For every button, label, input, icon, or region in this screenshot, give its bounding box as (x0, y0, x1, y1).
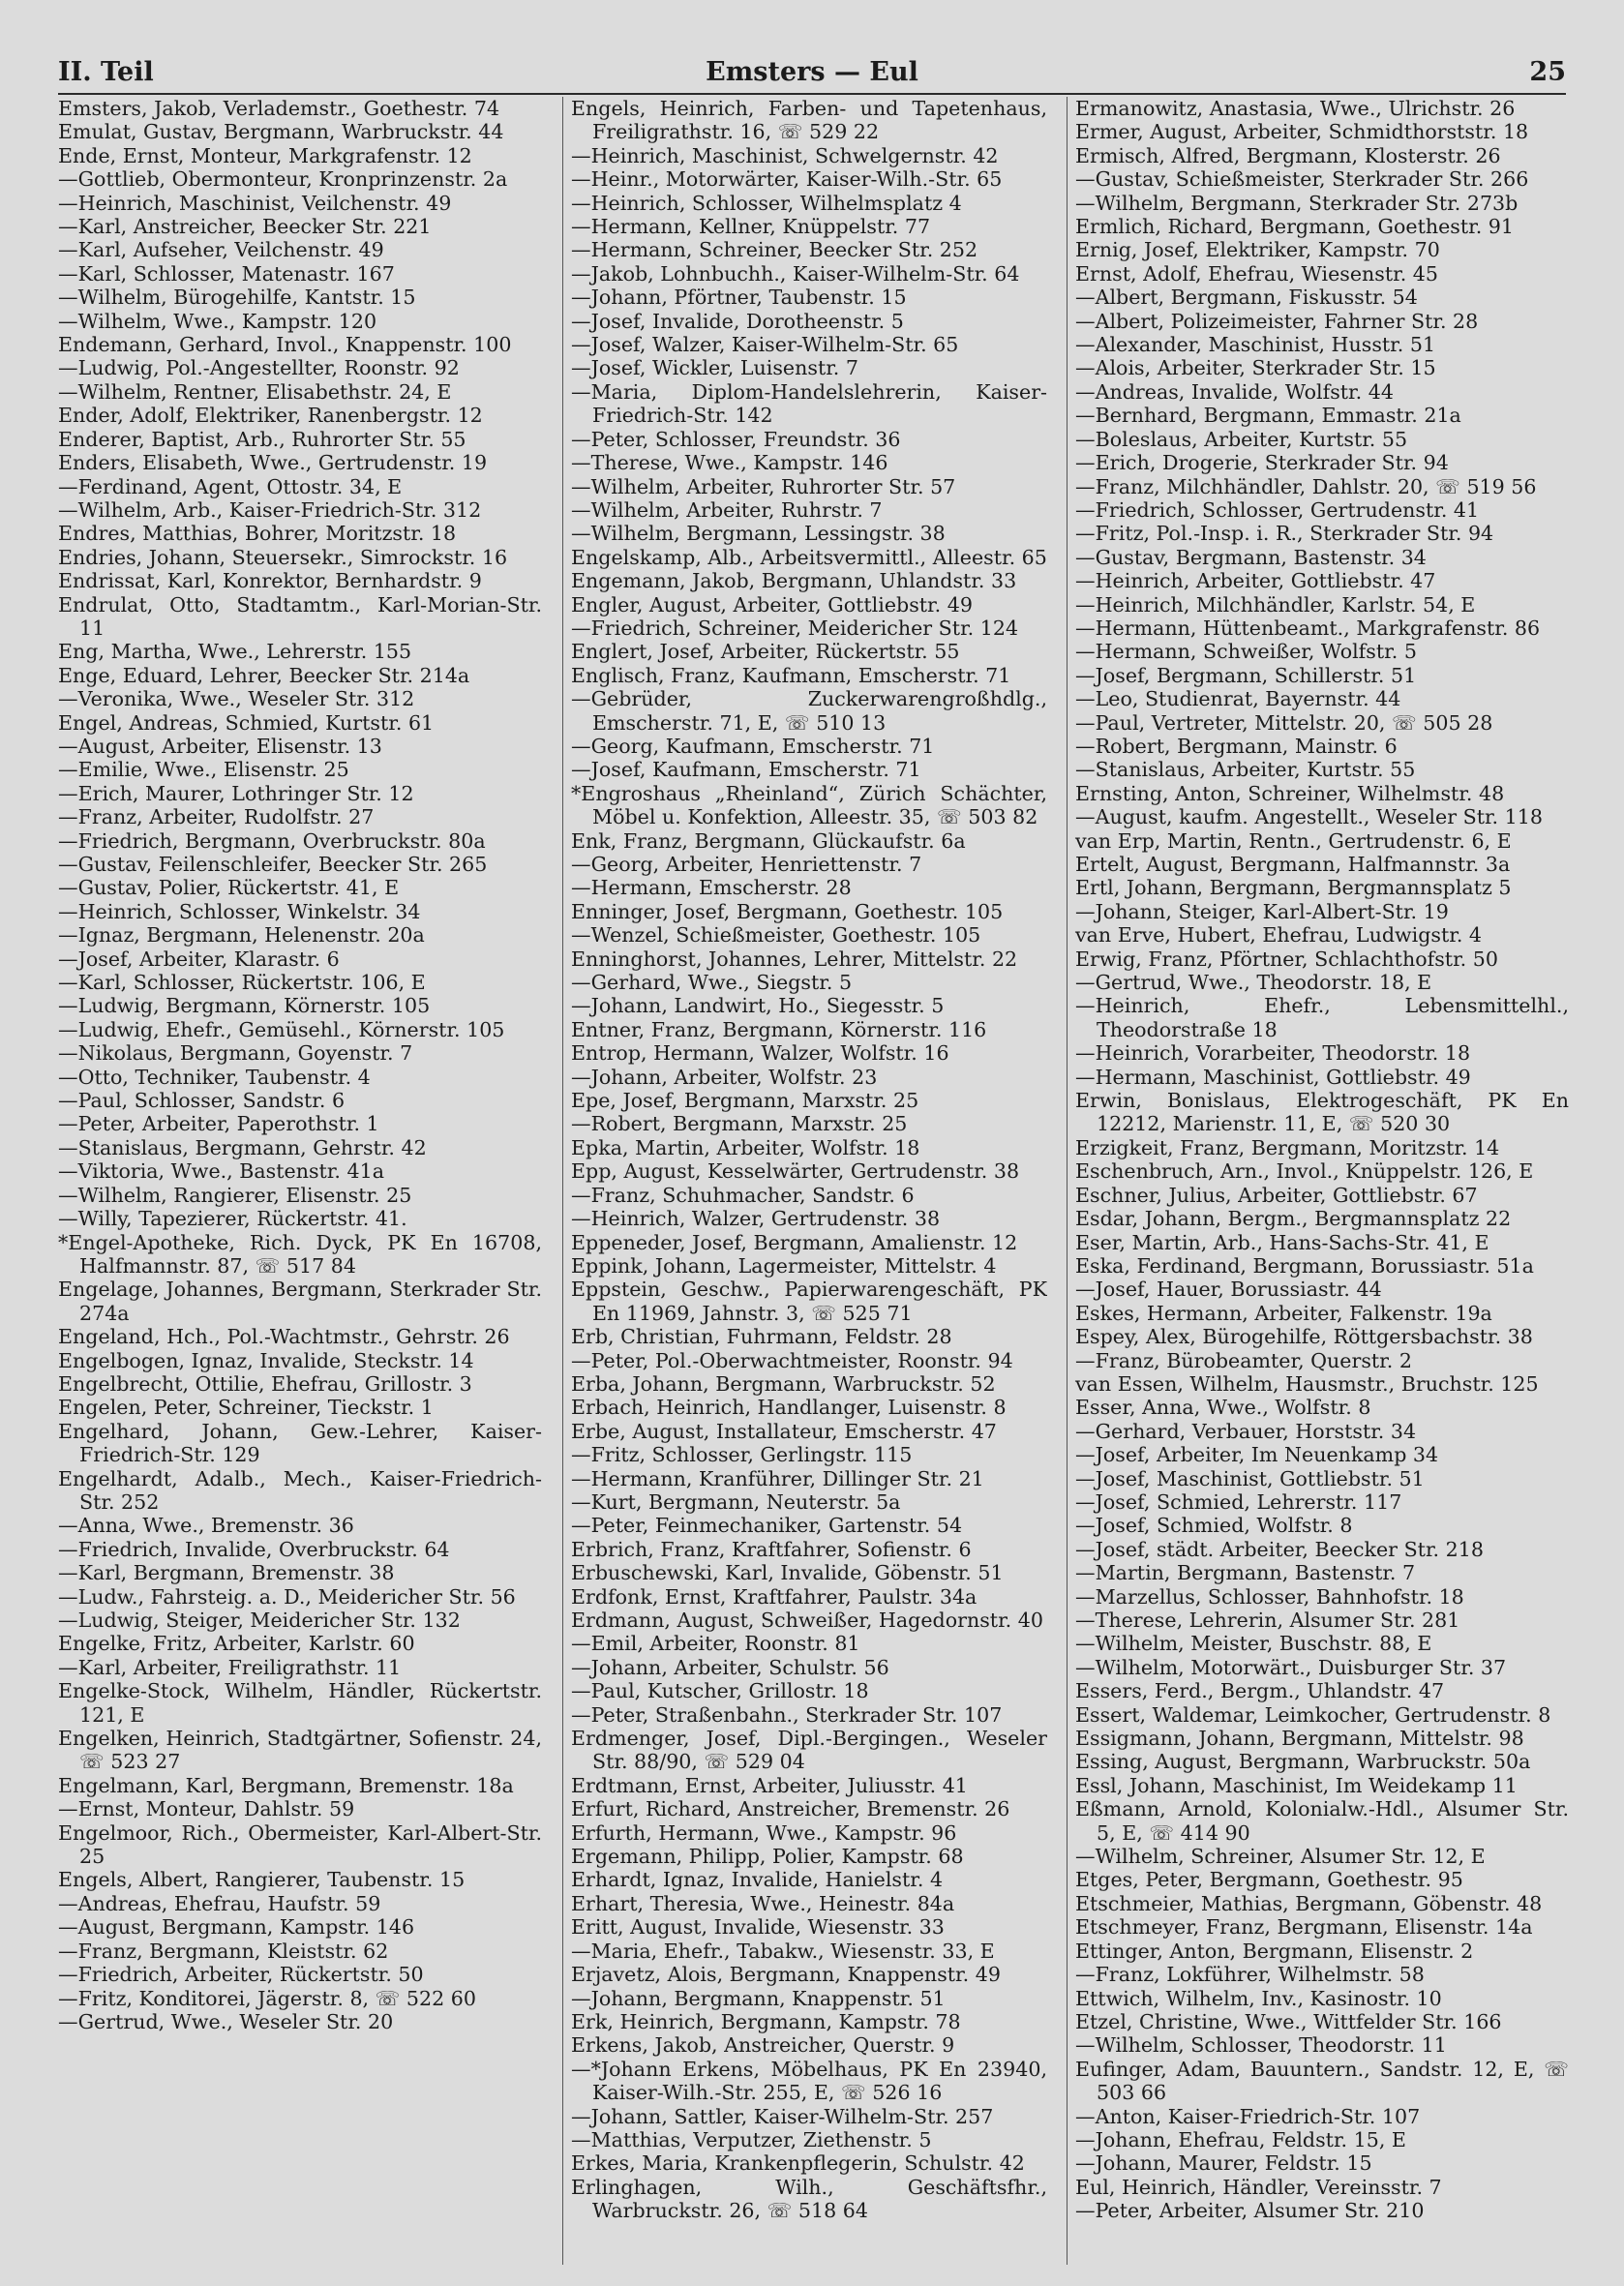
directory-entry: —Wilhelm, Arbeiter, Ruhrorter Str. 57 (571, 474, 956, 498)
directory-entry: Ermlich, Richard, Bergmann, Goethestr. 91 (1075, 215, 1515, 239)
directory-entry: Etges, Peter, Bergmann, Goethestr. 95 (1075, 1868, 1463, 1892)
directory-entry: Erbuschewski, Karl, Invalide, Göbenstr. 51 (571, 1561, 1004, 1585)
directory-entry: Ernig, Josef, Elektriker, Kampstr. 70 (1075, 238, 1440, 262)
directory-entry: Erzigkeit, Franz, Bergmann, Moritzstr. 14 (1075, 1135, 1500, 1159)
directory-entry: —Karl, Schlosser, Matenastr. 167 (58, 261, 395, 286)
directory-entry: —Ignaz, Bergmann, Helenenstr. 20a (58, 923, 425, 947)
directory-entry: —Josef, Walzer, Kaiser-Wilhelm-Str. 65 (571, 333, 959, 357)
directory-entry: —Hermann, Kranführer, Dillinger Str. 21 (571, 1466, 984, 1490)
directory-entry: Essl, Johann, Maschinist, Im Weidekamp 11 (1075, 1773, 1518, 1797)
directory-entry: Endrulat, Otto, Stadtamtm., Karl-Morian-Str. 11 (58, 592, 542, 640)
directory-entry: Endemann, Gerhard, Invol., Knappenstr. 100 (58, 333, 512, 357)
directory-entry: Erjavetz, Alois, Bergmann, Knappenstr. 49 (571, 1963, 1001, 1987)
directory-entry: —Heinrich, Maschinist, Schwelgernstr. 42 (571, 143, 999, 167)
directory-entry: —Gertrud, Wwe., Theodorstr. 18, E (1075, 971, 1432, 995)
directory-entry: Endres, Matthias, Bohrer, Moritzstr. 18 (58, 522, 457, 546)
directory-entry: Engelke-Stock, Wilhelm, Händler, Rückertstr. 121, E (58, 1679, 542, 1727)
directory-entry: Eng, Martha, Wwe., Lehrerstr. 155 (58, 640, 412, 664)
directory-entry: —Hermann, Maschinist, Gottliebstr. 49 (1075, 1065, 1471, 1089)
directory-entry: Erk, Heinrich, Bergmann, Kampstr. 78 (571, 2009, 961, 2033)
directory-entry: van Erve, Hubert, Ehefrau, Ludwigstr. 4 (1075, 923, 1483, 947)
directory-entry: —*Johann Erkens, Möbelhaus, PK En 23940, Kaiser-Wilh.-Str. 255, E, ☏ 526 16 (571, 2057, 1047, 2105)
directory-entry: —Josef, Wickler, Luisenstr. 7 (571, 356, 858, 380)
directory-entry: —Alois, Arbeiter, Sterkrader Str. 15 (1075, 356, 1436, 380)
directory-entry: —Gottlieb, Obermonteur, Kronprinzenstr. 2a (58, 167, 508, 192)
directory-entry: —Johann, Sattler, Kaiser-Wilhelm-Str. 257 (571, 2104, 994, 2128)
directory-entry: —Robert, Bergmann, Mainstr. 6 (1075, 734, 1398, 758)
directory-entry: —Friedrich, Arbeiter, Rückertstr. 50 (58, 1963, 424, 1987)
directory-entry: Engelhardt, Adalb., Mech., Kaiser-Friedrich-Str. 252 (58, 1466, 542, 1514)
directory-entry: Etschmeier, Mathias, Bergmann, Göbenstr. 48 (1075, 1891, 1543, 1915)
directory-entry: Erkens, Jakob, Anstreicher, Querstr. 9 (571, 2033, 955, 2058)
directory-entry: —Wilhelm, Rentner, Elisabethstr. 24, E (58, 379, 452, 404)
directory-entry: —Johann, Maurer, Feldstr. 15 (1075, 2151, 1372, 2176)
directory-entry: —Wilhelm, Wwe., Kampstr. 120 (58, 309, 377, 333)
directory-entry: —Andreas, Ehefrau, Haufstr. 59 (58, 1891, 381, 1915)
directory-entry: Erwig, Franz, Pförtner, Schlachthofstr. 50 (1075, 947, 1498, 971)
directory-entry: —Kurt, Bergmann, Neuterstr. 5a (571, 1489, 901, 1514)
directory-entry: —Wilhelm, Bergmann, Lessingstr. 38 (571, 522, 946, 546)
directory-entry: —Ludwig, Bergmann, Körnerstr. 105 (58, 994, 431, 1018)
directory-entry: Emulat, Gustav, Bergmann, Warbruckstr. 44 (58, 120, 504, 144)
directory-entry: Erkes, Maria, Krankenpflegerin, Schulstr. 42 (571, 2151, 1025, 2176)
directory-entry: Ender, Adolf, Elektriker, Ranenbergstr. 12 (58, 404, 483, 428)
directory-entry: Engelskamp, Alb., Arbeitsvermittl., Alleestr. 65 (571, 545, 1047, 569)
directory-entry: —Viktoria, Wwe., Bastenstr. 41a (58, 1159, 384, 1184)
directory-entry: —Fritz, Schlosser, Gerlingstr. 115 (571, 1443, 913, 1467)
directory-entry: Erlinghagen, Wilh., Geschäftsfhr., Warbruckstr. 26, ☏ 518 64 (571, 2175, 1047, 2223)
directory-entry: —Heinrich, Arbeiter, Gottliebstr. 47 (1075, 569, 1436, 593)
directory-entry: Erbe, August, Installateur, Emscherstr. 47 (571, 1419, 997, 1443)
directory-entry: —Josef, Maschinist, Gottliebstr. 51 (1075, 1466, 1425, 1490)
directory-entry: —Therese, Lehrerin, Alsumer Str. 281 (1075, 1609, 1460, 1632)
directory-entry: Esdar, Johann, Bergm., Bergmannsplatz 22 (1075, 1207, 1512, 1231)
directory-entry: —Franz, Arbeiter, Rudolfstr. 27 (58, 805, 375, 829)
directory-entry: Enge, Eduard, Lehrer, Beecker Str. 214a (58, 663, 470, 687)
directory-entry: —Jakob, Lohnbuchh., Kaiser-Wilhelm-Str. 64 (571, 261, 1020, 286)
directory-entry: —Peter, Straßenbahn., Sterkrader Str. 107 (571, 1702, 1003, 1727)
directory-entry: Ergemann, Philipp, Polier, Kampstr. 68 (571, 1845, 964, 1869)
directory-entry: —Josef, Kaufmann, Emscherstr. 71 (571, 758, 921, 782)
directory-entry: —Anton, Kaiser-Friedrich-Str. 107 (1075, 2104, 1421, 2128)
directory-entry: Eppstein, Geschw., Papierwarengeschäft, PK En 11969, Jahnstr. 3, ☏ 525 71 (571, 1278, 1047, 1325)
directory-entry: —Peter, Arbeiter, Paperothstr. 1 (58, 1112, 379, 1136)
directory-entry: Endries, Johann, Steuersekr., Simrockstr. 16 (58, 545, 508, 569)
directory-entry: —Peter, Arbeiter, Alsumer Str. 210 (1075, 2199, 1425, 2223)
directory-entry: —Wilhelm, Meister, Buschstr. 88, E (1075, 1632, 1432, 1656)
directory-entry: Erbach, Heinrich, Handlanger, Luisenstr. 8 (571, 1396, 1007, 1420)
directory-entry: Erfurt, Richard, Anstreicher, Bremenstr. 26 (571, 1797, 1010, 1821)
directory-entry: Enninger, Josef, Bergmann, Goethestr. 105 (571, 899, 1004, 923)
directory-entry: —August, Bergmann, Kampstr. 146 (58, 1915, 415, 1940)
directory-entry: Entrop, Hermann, Walzer, Wolfstr. 16 (571, 1041, 949, 1066)
directory-entry: *Engroshaus „Rheinland“, Zürich Schächter, Möbel u. Konfektion, Alleestr. 35, ☏ 503 82 (571, 781, 1047, 829)
directory-entry: —Stanislaus, Bergmann, Gehrstr. 42 (58, 1135, 427, 1159)
directory-entry: —Emilie, Wwe., Elisenstr. 25 (58, 758, 349, 782)
directory-entry: Erdfonk, Ernst, Kraftfahrer, Paulstr. 34a (571, 1584, 977, 1609)
directory-entry: —Stanislaus, Arbeiter, Kurtstr. 55 (1075, 758, 1416, 782)
directory-entry: Essing, August, Bergmann, Warbruckstr. 50a (1075, 1750, 1531, 1774)
directory-entry: —Wilhelm, Arbeiter, Ruhrstr. 7 (571, 497, 883, 522)
directory-entry: —Hermann, Schweißer, Wolfstr. 5 (1075, 640, 1417, 664)
directory-entry: —Wilhelm, Schreiner, Alsumer Str. 12, E (1075, 1845, 1486, 1869)
directory-entry: Erb, Christian, Fuhrmann, Feldstr. 28 (571, 1325, 952, 1349)
directory-entry: —Josef, Schmied, Wolfstr. 8 (1075, 1514, 1353, 1538)
directory-entry: Endrissat, Karl, Konrektor, Bernhardstr. 9 (58, 569, 482, 593)
page-number: 25 (1529, 57, 1566, 87)
directory-entry: —Ernst, Monteur, Dahlstr. 59 (58, 1797, 355, 1821)
directory-entry: —Gertrud, Wwe., Weseler Str. 20 (58, 2009, 394, 2033)
directory-entry: Essigmann, Johann, Bergmann, Mittelstr. 98 (1075, 1727, 1524, 1751)
directory-entry: —Josef, Schmied, Lehrerstr. 117 (1075, 1489, 1402, 1514)
directory-entry: —Georg, Arbeiter, Henriettenstr. 7 (571, 853, 922, 876)
directory-entry: Ertelt, August, Bergmann, Halfmannstr. 3a (1075, 853, 1511, 876)
directory-entry: Enk, Franz, Bergmann, Glückaufstr. 6a (571, 828, 966, 853)
running-title: Emsters — Eul (706, 57, 918, 87)
directory-entry: —Maria, Diplom-Handelslehrerin, Kaiser-Friedrich-Str. 142 (571, 379, 1047, 428)
directory-columns (58, 97, 1568, 2265)
directory-entry: —Gustav, Schießmeister, Sterkrader Str. 266 (1075, 167, 1529, 192)
directory-entry: Enders, Elisabeth, Wwe., Gertrudenstr. 19 (58, 451, 488, 475)
column-2 (562, 97, 1047, 2265)
directory-entry: —Johann, Steiger, Karl-Albert-Str. 19 (1075, 899, 1449, 923)
directory-entry: Erbrich, Franz, Kraftfahrer, Sofienstr. 6 (571, 1537, 972, 1561)
directory-entry: —Ludwig, Pol.-Angestellter, Roonstr. 92 (58, 356, 460, 380)
directory-entry: Erhardt, Ignaz, Invalide, Hanielstr. 4 (571, 1868, 944, 1892)
directory-entry: Ermanowitz, Anastasia, Wwe., Ulrichstr. 26 (1075, 97, 1516, 120)
directory-entry: —Gustav, Polier, Rückertstr. 41, E (58, 876, 400, 900)
directory-entry: Erdmann, August, Schweißer, Hagedornstr. 40 (571, 1609, 1043, 1632)
directory-entry: Ettinger, Anton, Bergmann, Elisenstr. 2 (1075, 1939, 1474, 1963)
directory-entry: Epe, Josef, Bergmann, Marxstr. 25 (571, 1089, 919, 1113)
directory-entry: —Hermann, Kellner, Knüppelstr. 77 (571, 215, 931, 239)
directory-entry: —Veronika, Wwe., Weseler Str. 312 (58, 687, 415, 711)
directory-entry: Eufinger, Adam, Bauuntern., Sandstr. 12, E, ☏ 503 66 (1075, 2057, 1569, 2105)
directory-entry: Ermer, August, Arbeiter, Schmidthorststr. 18 (1075, 120, 1529, 144)
directory-entry: —Otto, Techniker, Taubenstr. 4 (58, 1065, 371, 1089)
directory-entry: —Heinrich, Vorarbeiter, Theodorstr. 18 (1075, 1041, 1471, 1066)
directory-entry: —Karl, Anstreicher, Beecker Str. 221 (58, 215, 432, 239)
directory-entry: *Engel-Apotheke, Rich. Dyck, PK En 16708, Halfmannstr. 87, ☏ 517 84 (58, 1230, 542, 1278)
directory-entry: —Wilhelm, Arb., Kaiser-Friedrich-Str. 312 (58, 497, 482, 522)
directory-entry: —Emil, Arbeiter, Roonstr. 81 (571, 1632, 860, 1656)
directory-entry: Etschmeyer, Franz, Bergmann, Elisenstr. 14a (1075, 1915, 1533, 1940)
directory-entry: —Johann, Landwirt, Ho., Siegesstr. 5 (571, 994, 945, 1018)
directory-entry: —Boleslaus, Arbeiter, Kurtstr. 55 (1075, 427, 1408, 451)
directory-entry: Ettwich, Wilhelm, Inv., Kasinostr. 10 (1075, 1986, 1442, 2010)
directory-entry: Ernst, Adolf, Ehefrau, Wiesenstr. 45 (1075, 261, 1439, 286)
directory-entry: —Peter, Feinmechaniker, Gartenstr. 54 (571, 1514, 963, 1538)
directory-entry: —Wilhelm, Schlosser, Theodorstr. 11 (1075, 2033, 1447, 2058)
directory-entry: —Johann, Pförtner, Taubenstr. 15 (571, 286, 907, 310)
directory-entry: —Heinrich, Schlosser, Wilhelmsplatz 4 (571, 191, 962, 215)
directory-entry: Engelken, Heinrich, Stadtgärtner, Sofienstr. 24, ☏ 523 27 (58, 1727, 542, 1774)
directory-entry: —Matthias, Verputzer, Ziethenstr. 5 (571, 2127, 932, 2151)
directory-entry: Erwin, Bonislaus, Elektrogeschäft, PK En 12212, Marienstr. 11, E, ☏ 520 30 (1075, 1089, 1569, 1136)
directory-entry: Erdtmann, Ernst, Arbeiter, Juliusstr. 41 (571, 1773, 968, 1797)
directory-entry: Ertl, Johann, Bergmann, Bergmannsplatz 5 (1075, 876, 1512, 900)
directory-entry: —Heinrich, Maschinist, Veilchenstr. 49 (58, 191, 452, 215)
directory-entry: —Ludwig, Steiger, Meidericher Str. 132 (58, 1609, 461, 1632)
directory-entry: —Franz, Milchhändler, Dahlstr. 20, ☏ 519 56 (1075, 474, 1537, 498)
directory-entry: Epka, Martin, Arbeiter, Wolfstr. 18 (571, 1135, 920, 1159)
directory-entry: —Heinrich, Walzer, Gertrudenstr. 38 (571, 1207, 941, 1231)
directory-entry: —Paul, Schlosser, Sandstr. 6 (58, 1089, 346, 1113)
directory-entry: Engel, Andreas, Schmied, Kurtstr. 61 (58, 710, 435, 735)
directory-entry: —Georg, Kaufmann, Emscherstr. 71 (571, 734, 935, 758)
directory-entry: Eritt, August, Invalide, Wiesenstr. 33 (571, 1915, 945, 1940)
directory-entry: Essert, Waldemar, Leimkocher, Gertrudenstr. 8 (1075, 1702, 1551, 1727)
directory-entry: —Franz, Bürobeamter, Querstr. 2 (1075, 1348, 1412, 1372)
directory-entry: —Ludwig, Ehefr., Gemüsehl., Körnerstr. 105 (58, 1017, 505, 1041)
directory-entry: —Wilhelm, Motorwärt., Duisburger Str. 37 (1075, 1655, 1507, 1679)
directory-entry: —Wenzel, Schießmeister, Goethestr. 105 (571, 923, 981, 947)
directory-entry: Engelen, Peter, Schreiner, Tieckstr. 1 (58, 1396, 434, 1420)
directory-entry: Epp, August, Kesselwärter, Gertrudenstr. 38 (571, 1159, 1020, 1184)
directory-entry: —Josef, Bergmann, Schillerstr. 51 (1075, 663, 1417, 687)
directory-entry: —Friedrich, Invalide, Overbruckstr. 64 (58, 1537, 450, 1561)
directory-entry: —Johann, Ehefrau, Feldstr. 15, E (1075, 2127, 1406, 2151)
directory-entry: —Marzellus, Schlosser, Bahnhofstr. 18 (1075, 1584, 1464, 1609)
directory-entry: —Erich, Drogerie, Sterkrader Str. 94 (1075, 451, 1449, 475)
page-header (58, 43, 1566, 95)
directory-entry: Enderer, Baptist, Arb., Ruhrorter Str. 55 (58, 427, 466, 451)
directory-entry: —Erich, Maurer, Lothringer Str. 12 (58, 781, 414, 805)
directory-entry: —Hermann, Hüttenbeamt., Markgrafenstr. 86 (1075, 616, 1541, 640)
directory-entry: —Ferdinand, Agent, Ottostr. 34, E (58, 474, 403, 498)
directory-entry: Englert, Josef, Arbeiter, Rückertstr. 55 (571, 640, 960, 664)
directory-entry: Engelke, Fritz, Arbeiter, Karlstr. 60 (58, 1632, 415, 1656)
section-label: II. Teil (58, 57, 154, 87)
directory-entry: Ernsting, Anton, Schreiner, Wilhelmstr. 48 (1075, 781, 1505, 805)
directory-entry: —Fritz, Konditorei, Jägerstr. 8, ☏ 522 60 (58, 1986, 476, 2010)
directory-entry: —Gerhard, Verbauer, Horststr. 34 (1075, 1419, 1417, 1443)
directory-entry: —Willy, Tapezierer, Rückertstr. 41. (58, 1207, 407, 1231)
directory-entry: —Friedrich, Schlosser, Gertrudenstr. 41 (1075, 497, 1480, 522)
directory-entry: —Paul, Vertreter, Mittelstr. 20, ☏ 505 28 (1075, 710, 1493, 735)
directory-entry: Ermisch, Alfred, Bergmann, Klosterstr. 26 (1075, 143, 1501, 167)
directory-entry: —Gebrüder, Zuckerwarengroßhdlg., Emscherstr. 71, E, ☏ 510 13 (571, 687, 1047, 735)
directory-entry: —Wilhelm, Rangierer, Elisenstr. 25 (58, 1183, 412, 1207)
directory-entry: —Josef, Hauer, Borussiastr. 44 (1075, 1278, 1382, 1302)
directory-entry: —Paul, Kutscher, Grillostr. 18 (571, 1679, 869, 1703)
directory-entry: —Robert, Bergmann, Marxstr. 25 (571, 1112, 908, 1136)
directory-entry: Engler, August, Arbeiter, Gottliebstr. 49 (571, 592, 973, 617)
directory-entry: —Leo, Studienrat, Bayernstr. 44 (1075, 687, 1401, 711)
directory-entry: Eppeneder, Josef, Bergmann, Amalienstr. 12 (571, 1230, 1018, 1254)
directory-entry: —Heinrich, Ehefr., Lebensmittelhl., Theodorstraße 18 (1075, 994, 1569, 1041)
directory-entry: —Franz, Schuhmacher, Sandstr. 6 (571, 1183, 915, 1207)
directory-entry: —August, kaufm. Angestellt., Weseler Str. 118 (1075, 805, 1543, 829)
directory-entry: Engelmann, Karl, Bergmann, Bremenstr. 18a (58, 1773, 514, 1797)
column-3 (1067, 97, 1569, 2265)
directory-entry: —Karl, Arbeiter, Freiligrathstr. 11 (58, 1655, 402, 1679)
directory-entry: —Friedrich, Bergmann, Overbruckstr. 80a (58, 828, 486, 853)
directory-entry: —Johann, Arbeiter, Wolfstr. 23 (571, 1065, 878, 1089)
directory-entry: Eßmann, Arnold, Kolonialw.-Hdl., Alsumer Str. 5, E, ☏ 414 90 (1075, 1797, 1569, 1845)
directory-entry: —Hermann, Schreiner, Beecker Str. 252 (571, 238, 978, 262)
directory-entry: Erdmenger, Josef, Dipl.-Bergingen., Weseler Str. 88/90, ☏ 529 04 (571, 1727, 1047, 1774)
directory-entry: Eser, Martin, Arb., Hans-Sachs-Str. 41, E (1075, 1230, 1489, 1254)
directory-entry: —Therese, Wwe., Kampstr. 146 (571, 451, 888, 475)
directory-entry: —Gerhard, Wwe., Siegstr. 5 (571, 971, 853, 995)
directory-entry: Eskes, Hermann, Arbeiter, Falkenstr. 19a (1075, 1301, 1492, 1325)
directory-entry: Englisch, Franz, Kaufmann, Emscherstr. 71 (571, 663, 1011, 687)
directory-entry: —Fritz, Pol.-Insp. i. R., Sterkrader Str. 94 (1075, 522, 1494, 546)
directory-entry: Esser, Anna, Wwe., Wolfstr. 8 (1075, 1396, 1371, 1420)
directory-entry: Entner, Franz, Bergmann, Körnerstr. 116 (571, 1017, 987, 1041)
directory-entry: —Bernhard, Bergmann, Emmastr. 21a (1075, 404, 1461, 428)
directory-entry: —Heinrich, Schlosser, Winkelstr. 34 (58, 899, 421, 923)
directory-entry: Etzel, Christine, Wwe., Wittfelder Str. 166 (1075, 2009, 1502, 2033)
directory-entry: —Andreas, Invalide, Wolfstr. 44 (1075, 379, 1394, 404)
directory-entry: Engelmoor, Rich., Obermeister, Karl-Albert-Str. 25 (58, 1820, 542, 1869)
directory-entry: Essers, Ferd., Bergm., Uhlandstr. 47 (1075, 1679, 1445, 1703)
directory-entry: Engelhard, Johann, Gew.-Lehrer, Kaiser-Friedrich-Str. 129 (58, 1419, 542, 1467)
directory-entry: —Franz, Bergmann, Kleiststr. 62 (58, 1939, 389, 1963)
directory-entry: —Peter, Schlosser, Freundstr. 36 (571, 427, 901, 451)
directory-entry: —Albert, Bergmann, Fiskusstr. 54 (1075, 286, 1418, 310)
directory-entry: —Hermann, Emscherstr. 28 (571, 876, 852, 900)
directory-entry: van Erp, Martin, Rentn., Gertrudenstr. 6, E (1075, 828, 1512, 853)
directory-entry: —August, Arbeiter, Elisenstr. 13 (58, 734, 382, 758)
directory-entry: Eppink, Johann, Lagermeister, Mittelstr. 4 (571, 1253, 997, 1278)
directory-entry: —Josef, Arbeiter, Im Neuenkamp 34 (1075, 1443, 1439, 1467)
directory-entry: —Karl, Bergmann, Bremenstr. 38 (58, 1561, 395, 1585)
directory-entry: Erfurth, Hermann, Wwe., Kampstr. 96 (571, 1820, 957, 1845)
directory-entry: —Peter, Pol.-Oberwachtmeister, Roonstr. 94 (571, 1348, 1013, 1372)
directory-entry: —Karl, Aufseher, Veilchenstr. 49 (58, 238, 384, 262)
directory-entry: Espey, Alex, Bürogehilfe, Röttgersbachstr. 38 (1075, 1325, 1533, 1349)
directory-entry: —Karl, Schlosser, Rückertstr. 106, E (58, 971, 426, 995)
directory-entry: Enninghorst, Johannes, Lehrer, Mittelstr. 22 (571, 947, 1018, 971)
directory-entry: Eschenbruch, Arn., Invol., Knüppelstr. 126, E (1075, 1159, 1534, 1184)
directory-entry: —Albert, Polizeimeister, Fahrner Str. 28 (1075, 309, 1479, 333)
directory-entry: Engels, Albert, Rangierer, Taubenstr. 15 (58, 1868, 466, 1892)
directory-entry: —Franz, Lokführer, Wilhelmstr. 58 (1075, 1963, 1425, 1987)
directory-entry: —Maria, Ehefr., Tabakw., Wiesenstr. 33, E (571, 1939, 995, 1963)
directory-entry: —Johann, Arbeiter, Schulstr. 56 (571, 1655, 889, 1679)
directory-entry: Erhart, Theresia, Wwe., Heinestr. 84a (571, 1891, 955, 1915)
directory-entry: Engeland, Hch., Pol.-Wachtmstr., Gehrstr. 26 (58, 1325, 510, 1349)
directory-entry: Engelbrecht, Ottilie, Ehefrau, Grillostr. 3 (58, 1371, 472, 1396)
directory-entry: —Gustav, Feilenschleifer, Beecker Str. 265 (58, 853, 488, 876)
directory-entry: —Josef, Arbeiter, Klarastr. 6 (58, 947, 340, 971)
directory-entry: —Heinr., Motorwärter, Kaiser-Wilh.-Str. 65 (571, 167, 1003, 192)
directory-entry: —Martin, Bergmann, Bastenstr. 7 (1075, 1561, 1416, 1585)
directory-entry: —Josef, Invalide, Dorotheenstr. 5 (571, 309, 904, 333)
directory-entry: Eska, Ferdinand, Bergmann, Borussiastr. 51a (1075, 1253, 1534, 1278)
directory-entry: —Ludw., Fahrsteig. a. D., Meidericher Str. 56 (58, 1584, 516, 1609)
directory-entry: —Alexander, Maschinist, Husstr. 51 (1075, 333, 1436, 357)
directory-entry: Erba, Johann, Bergmann, Warbruckstr. 52 (571, 1371, 996, 1396)
column-1 (58, 97, 542, 2265)
directory-entry: Eschner, Julius, Arbeiter, Gottliebstr. 67 (1075, 1183, 1478, 1207)
directory-entry: Eul, Heinrich, Händler, Vereinsstr. 7 (1075, 2175, 1442, 2199)
directory-entry: —Gustav, Bergmann, Bastenstr. 34 (1075, 545, 1427, 569)
directory-entry: Engelbogen, Ignaz, Invalide, Steckstr. 14 (58, 1348, 474, 1372)
directory-entry: —Heinrich, Milchhändler, Karlstr. 54, E (1075, 592, 1476, 617)
directory-entry: Ende, Ernst, Monteur, Markgrafenstr. 12 (58, 143, 472, 167)
directory-entry: van Essen, Wilhelm, Hausmstr., Bruchstr. 125 (1075, 1371, 1539, 1396)
directory-entry: —Friedrich, Schreiner, Meidericher Str. 124 (571, 616, 1019, 640)
directory-entry: —Johann, Bergmann, Knappenstr. 51 (571, 1986, 946, 2010)
directory-entry: —Josef, städt. Arbeiter, Beecker Str. 218 (1075, 1537, 1484, 1561)
directory-entry: Emsters, Jakob, Verlademstr., Goethestr. 74 (58, 97, 500, 120)
directory-entry: —Wilhelm, Bergmann, Sterkrader Str. 273b (1075, 191, 1519, 215)
directory-entry: Engelage, Johannes, Bergmann, Sterkrader Str. 274a (58, 1278, 542, 1325)
directory-entry: —Anna, Wwe., Bremenstr. 36 (58, 1514, 354, 1538)
directory-entry: Engemann, Jakob, Bergmann, Uhlandstr. 33 (571, 569, 1017, 593)
directory-entry: Engels, Heinrich, Farben- und Tapetenhaus, Freiligrathstr. 16, ☏ 529 22 (571, 97, 1047, 144)
directory-entry: —Wilhelm, Bürogehilfe, Kantstr. 15 (58, 286, 416, 310)
directory-entry: —Nikolaus, Bergmann, Goyenstr. 7 (58, 1041, 413, 1066)
